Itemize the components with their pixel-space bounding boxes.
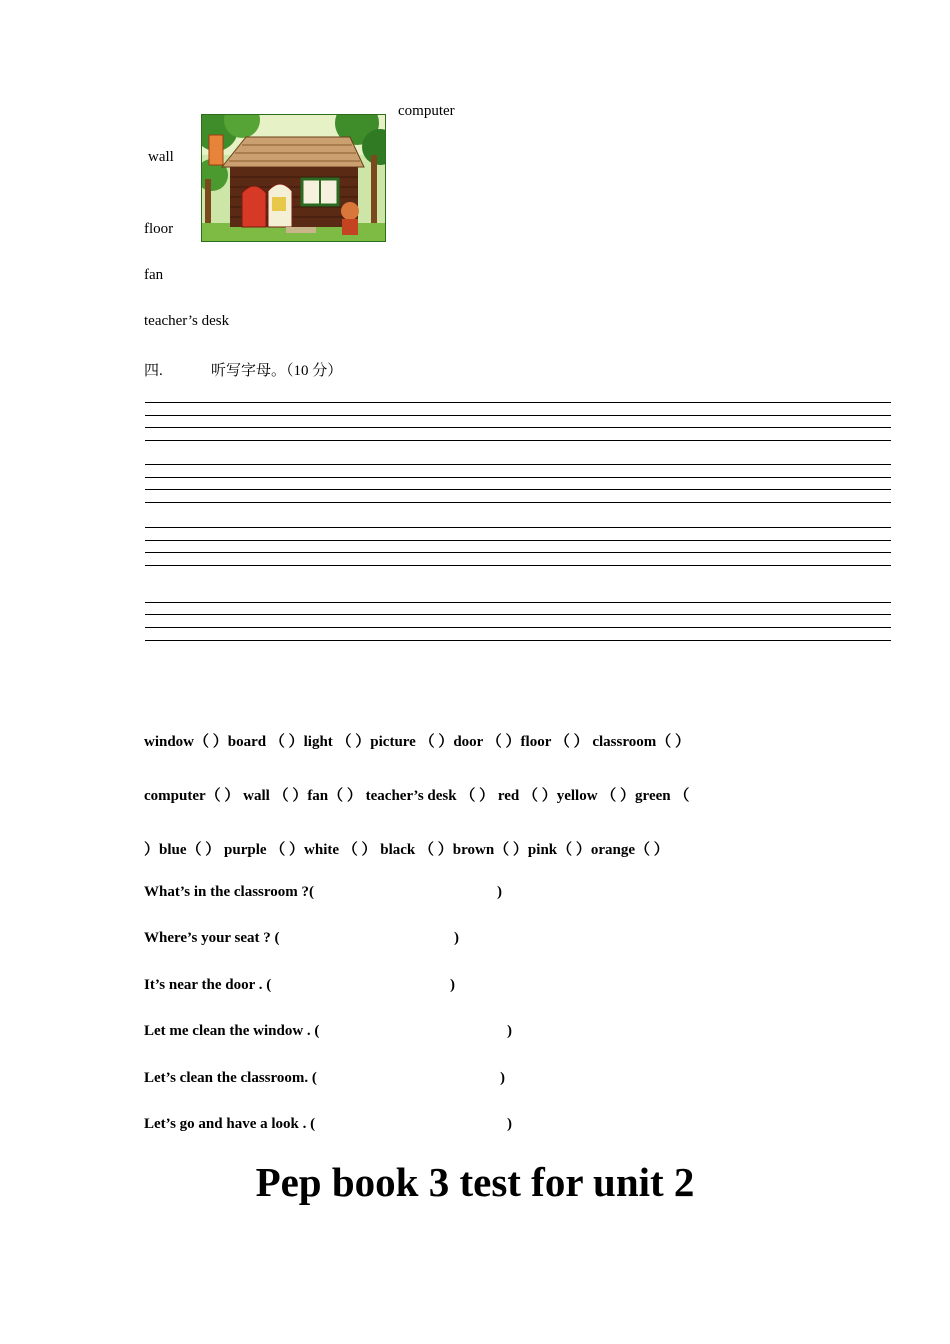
label-floor: floor xyxy=(144,221,174,237)
sentence-close: ) xyxy=(507,1023,512,1039)
writing-line xyxy=(145,415,891,416)
word-line: ）blue（ ） purple （ ）white （ ） black （ ）brown（ ）pink（ ）orange（ ） xyxy=(144,842,669,858)
section-instruction: 听写字母。（10 分） xyxy=(211,363,343,379)
writing-line xyxy=(145,527,891,528)
writing-line xyxy=(145,502,891,503)
label-wall: wall xyxy=(148,149,174,165)
writing-line xyxy=(145,464,891,465)
word-line: computer（ ） wall （ ）fan（ ） teacher’s desk （ ） red （ ）yellow （ ）green （ xyxy=(144,788,690,804)
word-line: window（ ）board （ ）light （ ）picture （ ）door （ ）floor （ ） classroom（ ） xyxy=(144,734,690,750)
section-number: 四. xyxy=(144,363,163,379)
sentence-close: ) xyxy=(450,977,455,993)
sentence-close: ) xyxy=(454,930,459,946)
writing-line xyxy=(145,627,891,628)
sentence: It’s near the door . ( xyxy=(144,977,272,993)
sentence: Let’s go and have a look . ( xyxy=(144,1116,316,1132)
house-picture xyxy=(201,114,386,242)
writing-line xyxy=(145,427,891,428)
sentence-close: ) xyxy=(500,1070,505,1086)
sentence: Let me clean the window . ( xyxy=(144,1023,320,1039)
sentence-close: ) xyxy=(507,1116,512,1132)
label-fan: fan xyxy=(144,267,164,283)
page-title: Pep book 3 test for unit 2 xyxy=(255,1159,695,1205)
label-teachers-desk: teacher’s desk xyxy=(144,313,230,329)
writing-line xyxy=(145,640,891,641)
writing-line xyxy=(145,440,891,441)
label-computer: computer xyxy=(398,103,455,119)
writing-line xyxy=(145,552,891,553)
sentence-close: ) xyxy=(497,884,502,900)
writing-line xyxy=(145,540,891,541)
writing-line xyxy=(145,602,891,603)
writing-line xyxy=(145,402,891,403)
sentence: Let’s clean the classroom. ( xyxy=(144,1070,317,1086)
writing-line xyxy=(145,489,891,490)
writing-line xyxy=(145,565,891,566)
sentence: What’s in the classroom ?( xyxy=(144,884,314,900)
writing-line xyxy=(145,477,891,478)
writing-line xyxy=(145,614,891,615)
sentence: Where’s your seat ? ( xyxy=(144,930,280,946)
